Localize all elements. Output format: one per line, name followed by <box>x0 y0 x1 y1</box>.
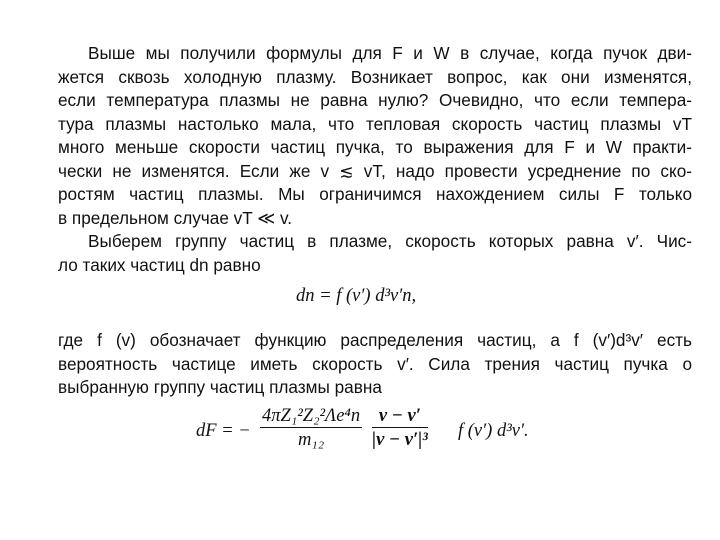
fraction-numerator: v − v′ <box>372 406 428 428</box>
text-line: Выше мы получили формулы для F и W в случае, когда пучок дви- <box>88 43 692 63</box>
text-line: много меньше скорости частиц пучка, то выражения для F и W практи- <box>58 137 692 157</box>
paragraph-1 <box>58 42 692 277</box>
fraction-velocity <box>372 406 428 451</box>
fraction-denominator: m₁₂ <box>297 430 325 450</box>
text-line: Выберем группу частиц в плазме, скорость которых равна v′. Чис- <box>88 231 692 251</box>
formula-dF <box>196 404 556 464</box>
text-line: вероятность частице иметь скорость v′. Сила трения частиц пучка о <box>58 353 692 374</box>
text-line: чески не изменятся. Если же v ≲ vT, надо провести усреднение по ско- <box>58 160 692 181</box>
text-line: в предельном случае vT ≪ v. <box>58 207 293 228</box>
fraction-denominator: |v − v′|³ <box>372 430 428 450</box>
formula-dn: dn = f (v′) d³v′n, <box>296 286 417 306</box>
paragraph-3 <box>58 329 692 400</box>
text-line: тура плазмы настолько мала, что тепловая скорость частиц плазмы vT <box>58 113 692 134</box>
fraction-numerator: 4πZ₁²Z₂²Λe⁴n <box>262 406 361 426</box>
text-line: где f (v) обозначает функцию распределения частиц, а f (v′)d³v′ есть <box>58 330 692 350</box>
fraction-coefficient <box>260 406 362 451</box>
text-line: если температура плазмы не равна нулю? Очевидно, что если темпера- <box>58 90 692 110</box>
text-line: жется сквозь холодную плазму. Возникает вопрос, как они изменятся, <box>58 66 692 87</box>
formula-lhs: dF = − <box>196 421 251 441</box>
text-line: выбранную группу частиц плазмы равна <box>58 377 382 397</box>
formula-tail: f (v′) d³v′. <box>458 421 529 441</box>
text-line: ростям частиц плазмы. Мы ограничимся нахождением силы F только <box>58 184 692 204</box>
text-line: ло таких частиц dn равно <box>58 254 261 275</box>
